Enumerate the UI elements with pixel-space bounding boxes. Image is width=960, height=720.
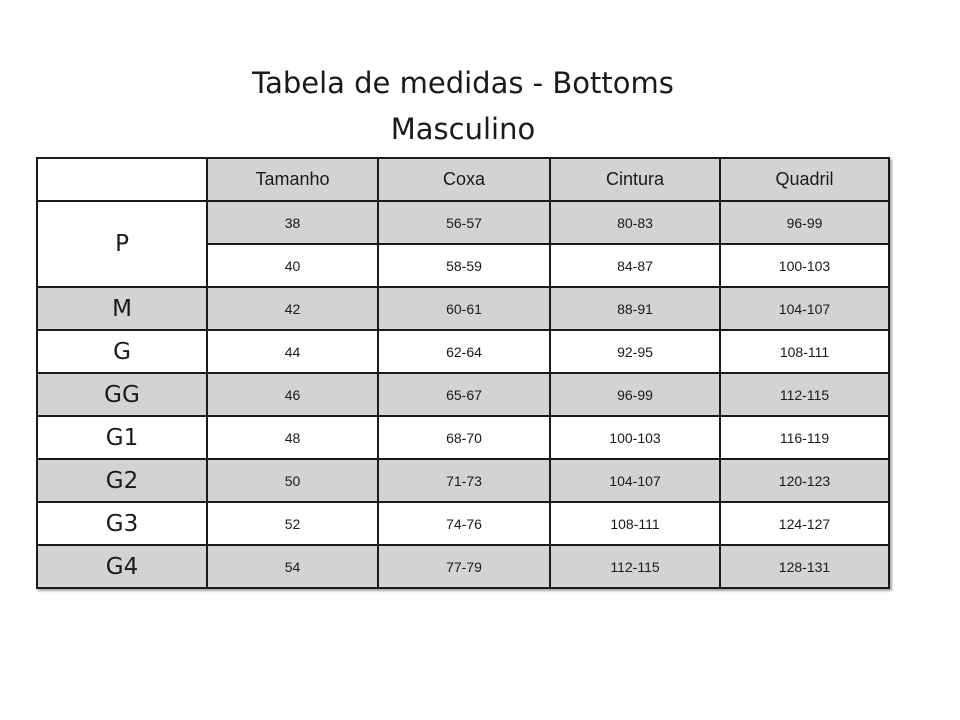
- cell-tamanho: 52: [207, 502, 378, 545]
- size-label-gg: GG: [37, 373, 207, 416]
- cell-cintura: 96-99: [550, 373, 720, 416]
- size-label-g: G: [37, 330, 207, 373]
- cell-tamanho: 54: [207, 545, 378, 588]
- cell-quadril: 108-111: [720, 330, 889, 373]
- table-row: [37, 201, 889, 244]
- cell-quadril: 120-123: [720, 459, 889, 502]
- cell-coxa: 60-61: [378, 287, 550, 330]
- cell-cintura: 88-91: [550, 287, 720, 330]
- cell-quadril: 116-119: [720, 416, 889, 459]
- cell-cintura: 84-87: [550, 244, 720, 287]
- cell-coxa: 65-67: [378, 373, 550, 416]
- cell-quadril: 112-115: [720, 373, 889, 416]
- cell-cintura: 112-115: [550, 545, 720, 588]
- cell-quadril: 124-127: [720, 502, 889, 545]
- cell-quadril: 104-107: [720, 287, 889, 330]
- cell-coxa: 62-64: [378, 330, 550, 373]
- cell-tamanho: 50: [207, 459, 378, 502]
- header-tamanho: Tamanho: [207, 158, 378, 201]
- cell-coxa: 58-59: [378, 244, 550, 287]
- header-corner-cell: [37, 158, 207, 201]
- table-row: [37, 416, 889, 459]
- cell-tamanho: 46: [207, 373, 378, 416]
- size-label-g2: G2: [37, 459, 207, 502]
- cell-quadril: 128-131: [720, 545, 889, 588]
- cell-tamanho: 40: [207, 244, 378, 287]
- header-cintura: Cintura: [550, 158, 720, 201]
- size-label-g4: G4: [37, 545, 207, 588]
- cell-coxa: 71-73: [378, 459, 550, 502]
- cell-coxa: 56-57: [378, 201, 550, 244]
- cell-quadril: 100-103: [720, 244, 889, 287]
- cell-tamanho: 48: [207, 416, 378, 459]
- title-line-1: Tabela de medidas - Bottoms: [252, 66, 674, 100]
- size-label-g3: G3: [37, 502, 207, 545]
- size-label-p: P: [37, 201, 207, 287]
- size-chart-table: [36, 157, 890, 589]
- cell-cintura: 108-111: [550, 502, 720, 545]
- table-row: [37, 545, 889, 588]
- header-quadril: Quadril: [720, 158, 889, 201]
- page-title: [0, 60, 926, 152]
- cell-cintura: 92-95: [550, 330, 720, 373]
- table-row: [37, 373, 889, 416]
- size-label-g1: G1: [37, 416, 207, 459]
- table-row: [37, 330, 889, 373]
- size-label-m: M: [37, 287, 207, 330]
- cell-tamanho: 38: [207, 201, 378, 244]
- cell-cintura: 104-107: [550, 459, 720, 502]
- cell-coxa: 74-76: [378, 502, 550, 545]
- table-row: [37, 459, 889, 502]
- cell-cintura: 80-83: [550, 201, 720, 244]
- cell-coxa: 68-70: [378, 416, 550, 459]
- table-row: [37, 287, 889, 330]
- header-row: [37, 158, 889, 201]
- title-line-2: Masculino: [390, 112, 536, 146]
- cell-cintura: 100-103: [550, 416, 720, 459]
- table-row: [37, 502, 889, 545]
- cell-tamanho: 44: [207, 330, 378, 373]
- cell-coxa: 77-79: [378, 545, 550, 588]
- cell-quadril: 96-99: [720, 201, 889, 244]
- header-coxa: Coxa: [378, 158, 550, 201]
- cell-tamanho: 42: [207, 287, 378, 330]
